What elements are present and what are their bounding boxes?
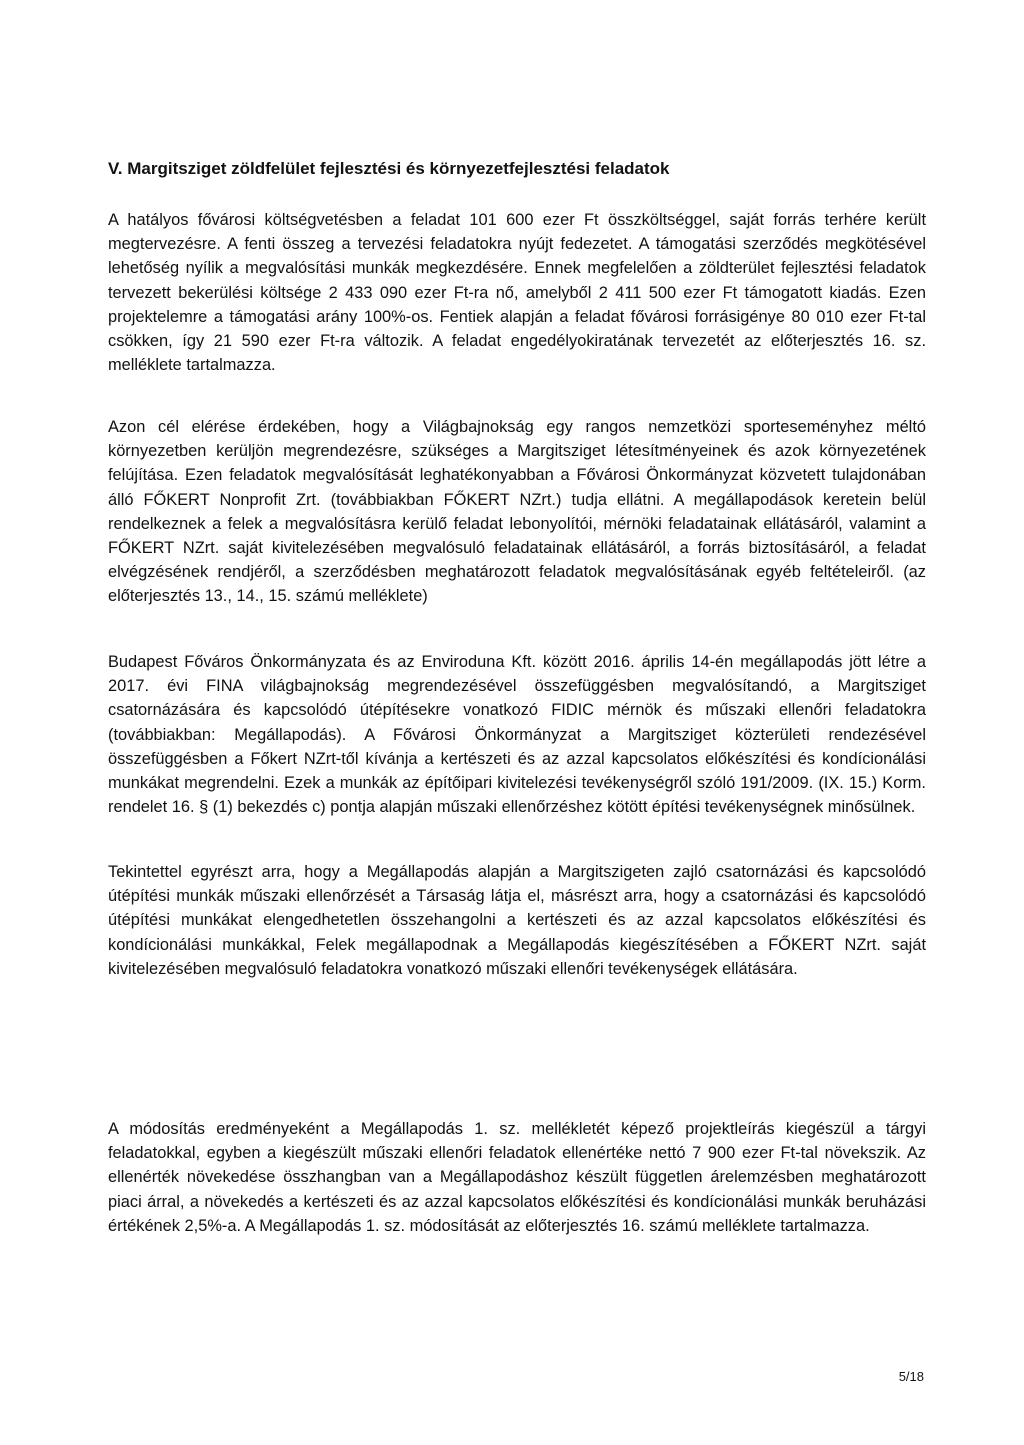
section-heading: V. Margitsziget zöldfelület fejlesztési és környezetfejlesztési feladatok bbox=[108, 159, 670, 178]
document-page bbox=[108, 0, 928, 1445]
paragraph-fokert: Azon cél elérése érdekében, hogy a Világbajnokság egy rangos nemzetközi sporteseményhez méltó környezetben kerüljön megrendezésre, szükséges a Margitsziget létesítményeinek és azok környezetének felújítása. Ezen feladatok megvalósítását leghatékonyabban a Fővárosi Önkormányzat közvetett tulajdonában álló FŐKERT Nonprofit Zrt. (továbbiakban FŐKERT NZrt.) tudja ellátni. A megállapodások keretein belül rendelkeznek a felek a megvalósításra kerülő feladat lebonyolítói, mérnöki feladatainak ellátásáról, valamint a FŐKERT NZrt. saját kivitelezésében megvalósuló feladatainak ellátásáról, a forrás biztosításáról, a feladat elvégzésének rendjéről, a szerződésben meghatározott feladatok megvalósításának egyéb feltételeiről. (az előterjesztés 13., 14., 15. számú melléklete) bbox=[108, 418, 926, 606]
page-number: 5/18 bbox=[898, 1369, 924, 1384]
paragraph-amendment: A módosítás eredményeként a Megállapodás 1. sz. mellékletét képező projektleírás kiegészül a tárgyi feladatokkal, egyben a kiegészült műszaki ellenőri feladatok ellenértéke nettó 7 900 ezer Ft-tal növekszik. Az ellenérték növekedése összhangban van a Megállapodáshoz készült független árelemzésben meghatározott piaci árral, a növekedés a kertészeti és az azzal kapcsolatos előkészítési és kondícionálási munkák beruházási értékének 2,5%-a. A Megállapodás 1. sz. módosítását az előterjesztés 16. számú melléklete tartalmazza. bbox=[108, 1120, 926, 1235]
paragraph-supervision: Tekintettel egyrészt arra, hogy a Megállapodás alapján a Margitszigeten zajló csatornázási és kapcsolódó útépítési munkák műszaki ellenőrzését a Társaság látja el, másrészt arra, hogy a csatornázási és kapcsolódó útépítési munkákat elengedhetetlen összehangolni a kertészeti és az azzal kapcsolatos előkészítési és kondícionálási munkákkal, Felek megállapodnak a Megállapodás kiegészítésében a FŐKERT NZrt. saját kivitelezésében megvalósuló feladatokra vonatkozó műszaki ellenőri tevékenységek ellátására. bbox=[108, 863, 926, 978]
paragraph-enviroduna: Budapest Főváros Önkormányzata és az Enviroduna Kft. között 2016. április 14-én megállapodás jött létre a 2017. évi FINA világbajnokság megrendezésével összefüggésben megvalósítandó, a Margitsziget csatornázására és kapcsolódó útépítésekre vonatkozó FIDIC mérnök és műszaki ellenőri feladatokra (továbbiakban: Megállapodás). A Fővárosi Önkormányzat a Margitsziget közterületi rendezésével összefüggésben a Főkert NZrt-től kívánja a kertészeti és az azzal kapcsolatos előkészítési és kondícionálási munkákat megrendelni. Ezek a munkák az építőipari kivitelezési tevékenységről szóló 191/2009. (IX. 15.) Korm. rendelet 16. § (1) bekezdés c) pontja alapján műszaki ellenőrzéshez kötött építési tevékenységnek minősülnek. bbox=[108, 653, 926, 817]
paragraph-budget: A hatályos fővárosi költségvetésben a feladat 101 600 ezer Ft összköltséggel, saját forrás terhére került megtervezésre. A fenti összeg a tervezési feladatokra nyújt fedezetet. A támogatási szerződés megkötésével lehetőség nyílik a megvalósítási munkák megkezdésére. Ennek megfelelően a zöldterület fejlesztési feladatok tervezett bekerülési költsége 2 433 090 ezer Ft-ra nő, amelyből 2 411 500 ezer Ft támogatott kiadás. Ezen projektelemre a támogatási arány 100%-os. Fentiek alapján a feladat fővárosi forrásigénye 80 010 ezer Ft-tal csökken, így 21 590 ezer Ft-ra változik. A feladat engedélyokiratának tervezetét az előterjesztés 16. sz. melléklete tartalmazza. bbox=[108, 211, 926, 375]
